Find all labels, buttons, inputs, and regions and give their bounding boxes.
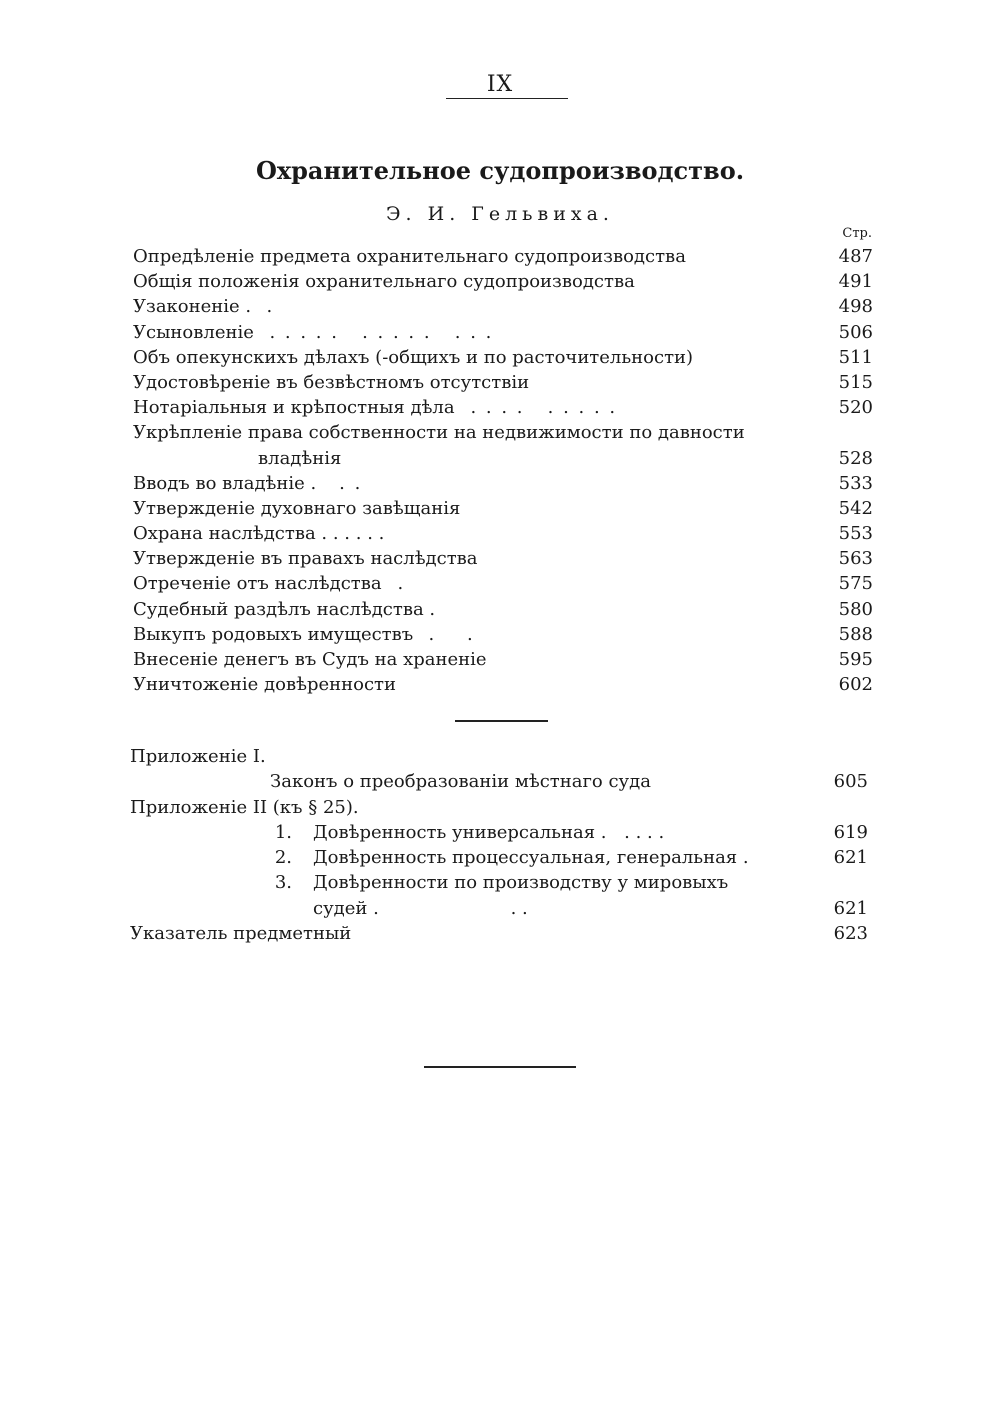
appendix-item-row <box>130 820 868 845</box>
toc-row <box>133 395 873 420</box>
appendix-1-law-title: Законъ о преобразованіи мѣстнаго суда <box>270 771 651 793</box>
toc-entry-dots: . . <box>413 623 475 645</box>
toc-entry-dots: . . . . . . . . . <box>455 397 618 419</box>
page-number-rule <box>446 98 568 99</box>
toc-entry-title: Укрѣпленіе права собственности на недвижимости по давности <box>133 422 745 444</box>
bottom-divider <box>424 1066 576 1068</box>
toc-entry-page: 506 <box>838 321 873 343</box>
page-title: Охранительное судопроизводство. <box>255 156 745 185</box>
appendix-2-row <box>130 795 868 820</box>
toc-row <box>133 269 873 294</box>
appendix-1-law-row <box>130 769 868 794</box>
appendix-item-dots: . . . . <box>607 821 665 843</box>
table-of-contents <box>133 244 873 697</box>
appendix-item-dots: . . <box>379 897 528 919</box>
appendix-1-label: Приложеніе I. <box>130 746 266 767</box>
toc-row <box>133 320 873 345</box>
toc-entry-dots: . . <box>316 472 363 494</box>
toc-entry-page: 580 <box>838 598 873 620</box>
toc-entry-title: Объ опекунскихъ дѣлахъ (-общихъ и по расточительности) <box>133 346 694 368</box>
toc-entry-page: 588 <box>838 623 873 645</box>
toc-row <box>133 345 873 370</box>
toc-row <box>133 546 873 571</box>
toc-entry-page: 520 <box>838 397 873 419</box>
toc-entry-title: Вводъ во владѣніе . <box>133 472 317 494</box>
toc-entry-title: Опредѣленіе предмета охранительнаго судопроизводства <box>133 246 686 267</box>
toc-row <box>133 370 873 395</box>
toc-row <box>133 446 873 471</box>
appendix-item-title: судей . <box>313 897 379 919</box>
page-number: IX <box>486 72 514 97</box>
section-divider <box>455 720 548 722</box>
appendix-item-number: 2. <box>274 847 292 869</box>
toc-entry-title: Общія положенія охранительнаго судопроизводства <box>133 271 635 293</box>
appendix-item-row <box>130 845 868 870</box>
toc-row <box>133 597 873 622</box>
index-label: Указатель предметный <box>130 923 352 945</box>
appendix-item-title: Довѣренность процессуальная, генеральная . <box>313 847 749 869</box>
toc-entry-page: 511 <box>838 346 873 368</box>
toc-entry-page: 553 <box>838 523 873 545</box>
toc-entry-dots: . . . . . . . . . . . . . <box>254 321 494 343</box>
appendix-item-page: 621 <box>833 897 868 919</box>
toc-entry-page: 498 <box>838 296 873 318</box>
toc-row <box>133 571 873 596</box>
toc-entry-title: Узаконеніе . <box>133 296 252 318</box>
toc-row <box>133 622 873 647</box>
appendix-list <box>130 744 868 946</box>
toc-entry-title: Охрана наслѣдства . . . . . . <box>133 523 385 545</box>
toc-entry-title: Утвержденіе въ правахъ наслѣдства <box>133 548 478 570</box>
appendix-item-row <box>130 870 868 895</box>
toc-entry-title: Нотаріальныя и крѣпостныя дѣла <box>133 397 455 419</box>
appendix-2-label: Приложеніе II (къ § 25). <box>130 796 359 818</box>
toc-entry-dots: . <box>251 296 275 318</box>
toc-row <box>133 496 873 521</box>
toc-row <box>133 244 873 269</box>
appendix-item-row <box>130 896 868 921</box>
toc-entry-page: 515 <box>838 371 873 393</box>
toc-entry-page: 575 <box>838 573 873 595</box>
appendix-item-page: 619 <box>833 821 868 843</box>
toc-entry-page: 563 <box>838 548 873 570</box>
toc-row <box>133 420 873 445</box>
toc-entry-page: 595 <box>838 649 873 670</box>
toc-row <box>133 294 873 319</box>
appendix-item-title: Довѣренности по производству у мировыхъ <box>313 872 729 894</box>
toc-entry-title: Внесеніе денегъ въ Судъ на храненіе <box>133 649 487 670</box>
toc-entry-title: владѣнія <box>258 447 342 469</box>
toc-entry-page: 487 <box>838 246 873 267</box>
toc-entry-page: 542 <box>838 497 873 519</box>
toc-row <box>133 521 873 546</box>
toc-entry-title: Выкупъ родовыхъ имуществъ <box>133 623 414 645</box>
index-page: 623 <box>833 923 868 945</box>
toc-entry-page: 533 <box>838 472 873 494</box>
page-column-heading: Стр. <box>842 226 872 241</box>
toc-entry-title: Утвержденіе духовнаго завѣщанія <box>133 497 461 519</box>
toc-entry-page: 491 <box>838 271 873 293</box>
toc-entry-title: Удостовѣреніе въ безвѣстномъ отсутствіи <box>133 371 530 393</box>
toc-entry-title: Усыновленіе <box>133 321 254 343</box>
toc-entry-title: Отреченіе отъ наслѣдства <box>133 573 382 595</box>
appendix-1-law-page: 605 <box>833 771 868 793</box>
toc-row <box>133 471 873 496</box>
appendix-item-number: 3. <box>274 872 292 894</box>
appendix-item-page: 621 <box>833 847 868 869</box>
toc-row <box>133 672 873 697</box>
toc-entry-page: 602 <box>838 674 873 696</box>
toc-entry-title: Судебный раздѣлъ наслѣдства . <box>133 598 436 620</box>
toc-entry-page: 528 <box>838 447 873 469</box>
appendix-item-number: 1. <box>274 821 292 843</box>
toc-entry-dots: . <box>382 573 406 595</box>
appendix-item-title: Довѣренность универсальная . <box>313 821 607 843</box>
appendix-1-row <box>130 744 868 769</box>
index-row <box>130 921 868 946</box>
author-name: Э. И. Гельвиха. <box>386 203 614 225</box>
toc-row <box>133 647 873 672</box>
toc-entry-title: Уничтоженіе довѣренности <box>133 674 396 696</box>
